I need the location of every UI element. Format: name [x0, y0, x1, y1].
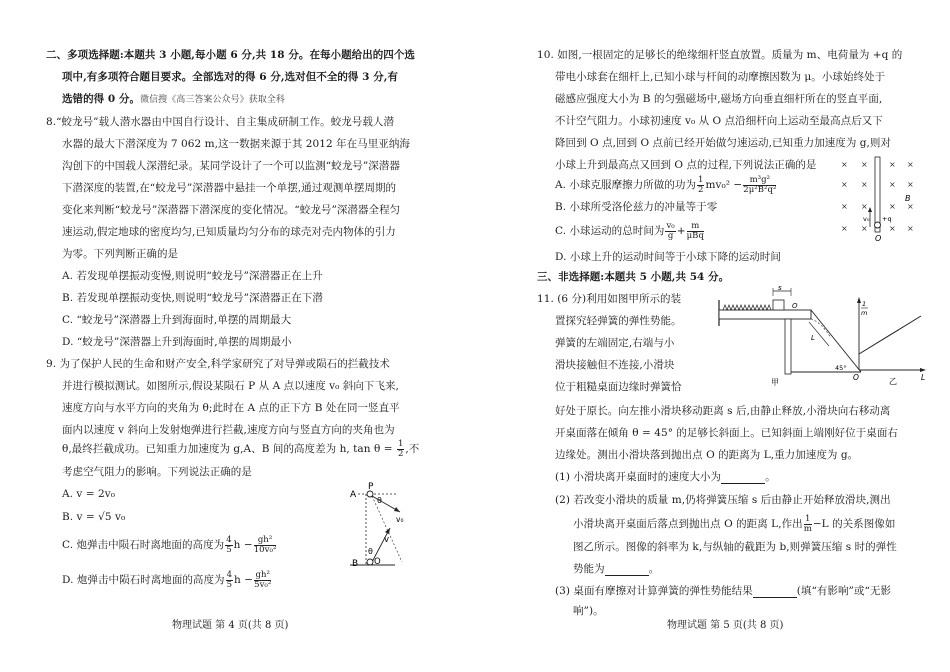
section-3-title: 三、非选择题:本题共 5 小题,共 54 分。	[537, 271, 730, 283]
data-line	[859, 316, 921, 354]
frac-num: 1	[698, 174, 704, 185]
part-text: 势能为	[573, 563, 605, 575]
field-cross: ×	[841, 224, 848, 233]
q10-line: 10. 如图,一根固定的足够长的绝缘细杆竖直放置。质量为 m、电荷量为 +q 的	[537, 49, 903, 61]
field-cross: ×	[907, 202, 914, 211]
part-text: −L 的关系图像如	[812, 518, 896, 530]
label-theta-2: θ	[368, 547, 373, 556]
field-cross: ×	[861, 160, 868, 169]
q11-part-1	[555, 470, 776, 484]
fraction	[697, 176, 704, 195]
frac-den: 2	[397, 448, 404, 459]
q11-figure-jia	[703, 286, 863, 386]
arrowhead	[920, 368, 926, 372]
label-theta-1: θ	[377, 496, 382, 505]
q10-option-b: B. 小球所受洛伦兹力的冲量等于零	[555, 201, 718, 213]
answer-blank-3[interactable]	[753, 585, 797, 598]
label-y-num: 1	[862, 300, 867, 308]
q8-line: 变化来判断“蛟龙号”深潜器下潜深度的变化情况。“蛟龙号”深潜器全程匀	[62, 204, 401, 216]
spring	[723, 305, 771, 310]
field-cross: ×	[889, 224, 896, 233]
q11-line: 滑块接触但不连接,小滑块	[555, 359, 675, 371]
q8-line: 为零。下列判断正确的是	[62, 248, 179, 260]
charged-ball	[875, 222, 881, 228]
q10-option-d: D. 小球上升的运动时间等于小球下降的运动时间	[555, 251, 781, 263]
opt-text: D. 炮弹击中陨石时离地面的高度为	[62, 574, 225, 586]
section-title-line-2: 项中,有多项符合题目要求。全部选对的得 6 分,选对但不全的得 3 分,有	[62, 71, 399, 83]
opt-text: +	[676, 225, 686, 237]
q9-line: 9. 为了保护人民的生命和财产安全,科学家研究了对导弹或陨石的拦截技术	[46, 358, 390, 370]
q9-option-d	[62, 568, 272, 592]
frac-den: m	[803, 523, 812, 534]
q8-line: 下潜深度的装置,在“蛟龙号”深潜器中悬挂一个单摆,通过观测单摆周期的	[62, 182, 397, 194]
field-cross: ×	[907, 224, 914, 233]
field-cross: ×	[907, 180, 914, 189]
label-x-axis: L	[921, 373, 926, 382]
q8-line: 沟创下的中国载人深潜纪录。某同学设计了一个可以监测“蛟龙号”深潜器	[62, 160, 400, 172]
page-footer-left: 物理试题 第 4 页(共 8 页)	[172, 620, 289, 631]
frac-num: 1	[805, 513, 811, 524]
q11-part-2-line-1: (2) 若改变小滑块的质量 m,仍将弹簧压缩 s 后由静止开始释放滑块,测出	[555, 494, 891, 506]
q9-option-a: A. v = 2v₀	[62, 488, 115, 500]
label-o: O	[875, 234, 882, 243]
q8-option-b: B. 若发现单摆振动变快,则说明“蛟龙号”深潜器正在下潜	[62, 292, 323, 304]
frac-num: m	[687, 222, 704, 232]
fig9-trajectory	[372, 496, 402, 562]
q11-part-2-line-2	[573, 511, 895, 537]
frac-den: g	[667, 230, 674, 241]
label-o: O	[792, 302, 798, 310]
q9-line-5	[62, 438, 419, 460]
opt-text: C. 炮弹击中陨石时离地面的高度为	[62, 539, 225, 551]
frac-num: m³g²	[743, 176, 776, 186]
field-cross: ×	[861, 202, 868, 211]
q9-line5-text: θ,最终拦截成功。已知重力加速度为 g,A、B 间的高度差为 h, tan θ =	[62, 443, 396, 455]
fraction	[225, 536, 232, 555]
frac-den: 5v₀²	[254, 579, 272, 590]
frac-den: 2	[698, 184, 704, 195]
q11-part-3	[555, 584, 891, 598]
label-q: +q	[882, 215, 892, 223]
right-page	[475, 0, 950, 672]
section-title-3-text: 选错的得 0 分。	[62, 93, 141, 105]
label-a: A	[350, 490, 357, 500]
q11-line: 11. (6 分)利用如图甲所示的装	[537, 293, 682, 305]
field-cross: ×	[861, 224, 868, 233]
fraction	[665, 222, 675, 241]
part-text: 。	[648, 563, 660, 575]
label-y-den: m	[861, 309, 868, 317]
table-top	[719, 310, 811, 319]
field-cross: ×	[861, 180, 868, 189]
field-cross: ×	[889, 180, 896, 189]
part-text: (1) 小滑块离开桌面时的速度大小为	[555, 471, 722, 483]
label-b: B	[905, 194, 911, 203]
fraction	[397, 440, 404, 459]
label-o: O	[374, 557, 381, 567]
answer-blank-1[interactable]	[721, 471, 765, 484]
slider-block	[773, 300, 784, 310]
q9-figure	[340, 482, 420, 572]
part-text: (3) 桌面有摩擦对计算弹簧的弹性势能结果	[555, 585, 753, 597]
label-yi: 乙	[889, 377, 897, 386]
page-footer-right: 物理试题 第 5 页(共 8 页)	[667, 620, 784, 631]
fraction	[226, 571, 233, 590]
part-text: (填“有影响”或“无影	[796, 585, 892, 597]
q10-line: 不计空气阻力。小球初速度 v₀ 从 O 点沿细杆向上运动至最高点后又下	[555, 115, 883, 127]
q10-line: 磁感应强度大小为 B 的匀强磁场中,磁场方向垂直细杆所在的竖直平面,	[555, 93, 883, 105]
label-v0: v₀	[396, 515, 404, 524]
q10-line: 带电小球套在细杆上,已知小球与杆间的动摩擦因数为 μ。小球始终处于	[555, 71, 886, 83]
arrowhead	[868, 207, 872, 212]
q11-part-3-line-2: 响”)。	[573, 605, 604, 617]
opt-text: A. 小球克服摩擦力所做的功为	[555, 179, 697, 191]
label-v: v	[384, 535, 390, 545]
frac-den: 2μ²B²q²	[743, 184, 777, 195]
q10-option-c	[555, 218, 705, 244]
q10-line: 小球上升到最高点又回到 O 点的过程,下列说法正确的是	[555, 159, 817, 171]
opt-text: mv₀² −	[705, 179, 743, 191]
q8-line: 8.“蛟龙号”载人潜水器由中国自行设计、自主集成研制工作。蛟龙号载人潜	[46, 116, 395, 128]
label-b: B	[352, 559, 359, 569]
opt-text: h −	[234, 574, 254, 586]
watermark: 微信搜《高三答案公众号》获取全科	[140, 95, 285, 105]
field-cross: ×	[841, 202, 848, 211]
arrowhead	[385, 528, 390, 534]
q11-line: 好处于原长。向左推小滑块移动距离 s 后,由静止释放,小滑块向右移动离	[555, 405, 891, 417]
q9-line: 面内以速度 v 斜向上发射炮弹进行拦截,速度方向与竖直方向的夹角也为	[62, 424, 395, 436]
label-origin: O	[853, 373, 859, 382]
label-v0: v₀	[863, 215, 870, 223]
field-cross: ×	[841, 180, 848, 189]
field-cross: ×	[841, 160, 848, 169]
section-title-line-3	[62, 92, 285, 107]
opt-text: C. 小球运动的总时间为	[555, 225, 665, 237]
label-jia: 甲	[771, 378, 779, 386]
fraction	[254, 571, 271, 590]
q11-line: 开桌面落在倾角 θ = 45° 的足够长斜面上。已知斜面上端刚好位于桌面右	[555, 427, 898, 439]
frac-num: v₀	[666, 220, 675, 231]
q9-option-c	[62, 533, 277, 557]
q8-option-c: C. “蛟龙号”深潜器上升到海面时,单摆的周期最大	[62, 314, 292, 326]
fraction	[687, 222, 704, 241]
label-p: P	[368, 482, 374, 492]
frac-num: gh²	[255, 569, 270, 580]
q8-line: 速运动,假定地球的密度均匀,已知质量均匀分布的球壳对壳内物体的引力	[62, 226, 396, 238]
q9-line5-tail: ,不	[405, 443, 420, 455]
frac-den: 10v₀²	[253, 544, 277, 555]
q11-line: 边缘处。测出小滑块落到抛出点 O 的距离为 L,重力加速度为 g。	[555, 449, 859, 461]
section-title-line-1: 二、多项选择题:本题共 3 小题,每小题 6 分,共 18 分。在每小题给出的四个选	[46, 49, 415, 61]
q10-figure	[837, 155, 917, 245]
q11-line: 置探究轻弹簧的弹性势能。	[555, 315, 682, 327]
label-angle: 45°	[835, 364, 847, 372]
frac-den: μBq	[686, 230, 704, 241]
answer-blank-2[interactable]	[605, 563, 649, 576]
q11-figure-yi	[851, 294, 931, 386]
q10-line: 降回到 O 点,回到 O 点前已经开始做匀速运动,已知重力加速度为 g,则对	[555, 137, 892, 149]
q9-line: 速度方向与水平方向的夹角为 θ;此时在 A 点的正下方 B 处在同一竖直平	[62, 402, 400, 414]
insulating-rod	[875, 157, 880, 232]
fraction	[254, 536, 277, 555]
fraction	[743, 176, 776, 195]
q10-option-a	[555, 172, 777, 198]
q11-part-2-line-3: 图乙所示。图像的斜率为 k,与纵轴的截距为 b,则弹簧压缩 s 时的弹性	[573, 541, 897, 553]
frac-den: 5	[226, 544, 232, 555]
q11-line: 位于粗糙桌面边缘时弹簧恰	[555, 381, 682, 393]
q9-option-b: B. v = √5 v₀	[62, 511, 126, 523]
field-cross: ×	[907, 160, 914, 169]
fraction	[804, 515, 812, 534]
q8-option-d: D. “蛟龙号”深潜器上升到海面时,单摆的周期最小	[62, 336, 292, 348]
arrowhead	[394, 507, 400, 512]
arrowhead	[857, 297, 861, 303]
part-text: 小滑块离开桌面后落点到抛出点 O 的距离 L,作出	[573, 518, 803, 530]
frac-num: 4	[226, 569, 233, 580]
frac-num: 1	[397, 438, 404, 449]
part-text: 。	[765, 471, 776, 483]
q8-option-a: A. 若发现单摆振动变慢,则说明“蛟龙号”深潜器正在上升	[62, 270, 323, 282]
field-cross: ×	[889, 160, 896, 169]
opt-text: h −	[233, 539, 253, 551]
field-cross: ×	[889, 202, 896, 211]
q9-line: 并进行模拟测试。如图所示,假设某陨石 P 从 A 点以速度 v₀ 斜向下飞来,	[62, 380, 399, 392]
q9-line: 考虑空气阻力的影响。下列说法正确的是	[62, 466, 252, 478]
frac-num: 4	[226, 534, 232, 545]
q8-line: 水器的最大下潜深度为 7 062 m,这一数据来源于其 2012 年在马里亚纳海	[62, 138, 410, 150]
label-s: s	[778, 286, 782, 292]
cannonball-o	[367, 559, 373, 565]
q11-line: 弹簧的左端固定,右端与小	[555, 337, 675, 349]
frac-den: 5	[226, 579, 233, 590]
frac-num: gh²	[254, 536, 277, 546]
table-leg	[785, 319, 791, 374]
q11-part-2-line-4	[573, 562, 659, 576]
label-l: L	[811, 334, 815, 342]
